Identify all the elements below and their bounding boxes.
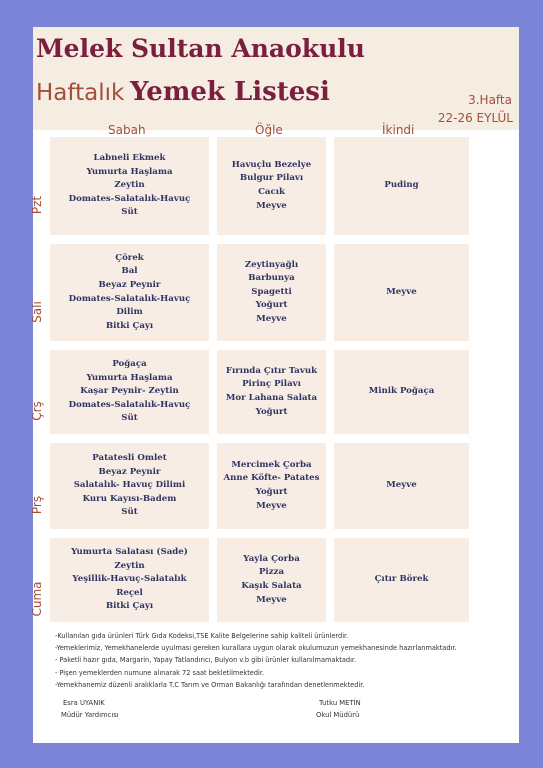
day-label: Salı — [30, 300, 44, 323]
menu-cell-sabah — [50, 350, 209, 434]
menu-item: Mercimek Çorba — [231, 459, 312, 470]
menu-cell-ikindi — [334, 538, 469, 622]
menu-item: Domates-Salatalık-Havuç — [68, 293, 191, 304]
menu-item: Yumurta Salatası (Sade) — [71, 547, 188, 558]
menu-cell-sabah — [50, 538, 209, 622]
column-header-sabah: Sabah — [108, 123, 146, 137]
signature-right-name: Tutku METİN — [319, 699, 361, 707]
menu-page — [30, 27, 519, 743]
menu-item: Beyaz Peynir — [98, 279, 161, 290]
menu-item: Puding — [384, 180, 419, 191]
menu-item: Salatalık- Havuç Dilimi — [73, 480, 186, 491]
menu-item: Çörek — [115, 252, 144, 263]
menu-item: Meyve — [386, 286, 417, 297]
menu-item: Meyve — [256, 313, 287, 324]
menu-item: Dilim — [116, 307, 143, 318]
note-item: - Paketli hazır gıda, Margarin, Yapay Tatlandırıcı, Bulyon v.b gibi ürünler kullanılmamaktadır. — [55, 656, 357, 665]
menu-cell-ogle — [217, 244, 326, 341]
menu-item: Beyaz Peynir — [98, 466, 161, 477]
note-item: - Pişen yemeklerden numune alınarak 72 saat bekletilmektedir. — [55, 668, 265, 677]
menu-item: Yumurta Haşlama — [86, 372, 173, 383]
menu-item: Yoğurt — [255, 406, 288, 417]
menu-item: Meyve — [386, 480, 417, 491]
note-item: -Yemekhanemiz düzenli aralıklarla T.C Tarım ve Orman Bakanlığı tarafından denetlenmektedir. — [55, 680, 365, 689]
note-item: -Kullanılan gıda ürünleri Türk Gıda Kodeksi,TSE Kalite Belgelerine sahip kaliteli ürünlerdir. — [55, 632, 349, 640]
menu-item: Domates-Salatalık-Havuç — [68, 193, 191, 204]
menu-item: Bitki Çayı — [105, 320, 154, 331]
day-label: Cuma — [30, 581, 44, 617]
menu-cell-ikindi — [334, 137, 469, 235]
menu-item: Yoğurt — [255, 300, 288, 311]
menu-cell-sabah — [50, 443, 209, 529]
signature-right-title: Okul Müdürü — [316, 710, 360, 719]
menu-item: Spagetti — [251, 286, 292, 297]
menu-item: Patatesli Omlet — [92, 453, 167, 464]
menu-item: Meyve — [256, 200, 287, 211]
menu-item: Reçel — [116, 587, 143, 598]
menu-item: Havuçlu Bezelye — [231, 159, 312, 170]
menu-item: Labneli Ekmek — [93, 153, 166, 164]
menu-item: Çıtır Börek — [374, 574, 429, 585]
menu-item: Zeytin — [114, 560, 145, 571]
menu-item: Kuru Kayısı-Badem — [82, 493, 177, 504]
menu-item: Süt — [121, 413, 138, 424]
menu-item: Anne Köfte- Patates — [223, 473, 320, 484]
day-label: Pzt — [30, 195, 44, 215]
menu-item: Bitki Çayı — [105, 601, 154, 612]
signature-left — [61, 698, 119, 721]
menu-cell-ogle — [217, 538, 326, 622]
menu-item: Zeytin — [114, 180, 145, 191]
menu-item: Pirinç Pilavı — [242, 379, 301, 390]
menu-item: Bal — [121, 266, 138, 277]
menu-item: Cacık — [258, 187, 285, 197]
signature-right — [316, 698, 361, 721]
signature-left-title: Müdür Yardımcısı — [61, 710, 119, 719]
menu-item: Yoğurt — [255, 487, 288, 497]
day-label: Çrş — [30, 401, 44, 421]
menu-item: Meyve — [256, 500, 287, 511]
menu-item: Süt — [121, 207, 138, 218]
menu-item: Pizza — [258, 567, 285, 578]
menu-item: Kaşar Peynir- Zeytin — [80, 386, 179, 397]
menu-cell-sabah — [50, 137, 209, 235]
menu-item: Yeşillik-Havuç-Salatalık — [72, 574, 187, 585]
column-header-ikindi: İkindi — [382, 123, 415, 137]
menu-item: Fırında Çıtır Tavuk — [225, 365, 318, 376]
menu-cell-ogle — [217, 350, 326, 434]
menu-cell-ikindi — [334, 350, 469, 434]
subtitle-weekly: Haftalık — [36, 80, 125, 106]
menu-item: Barbunya — [248, 273, 295, 284]
menu-cell-ogle — [217, 443, 326, 529]
menu-item: Yayla Çorba — [243, 553, 300, 564]
menu-cell-ogle — [217, 137, 326, 235]
subtitle-menu-list: Yemek Listesi — [130, 77, 330, 107]
menu-item: Poğaça — [112, 359, 147, 370]
menu-item: Domates-Salatalık-Havuç — [68, 399, 191, 410]
day-label: Prş — [30, 495, 44, 515]
menu-item: Meyve — [256, 594, 287, 605]
signature-left-name: Esra UYANIK — [63, 699, 105, 707]
menu-item: Bulgur Pilavı — [239, 173, 304, 184]
week-number: 3.Hafta — [468, 93, 512, 107]
notes-list — [55, 630, 457, 691]
menu-item: Minik Poğaça — [368, 386, 435, 397]
menu-item: Kaşık Salata — [241, 581, 302, 591]
menu-item: Zeytinyağlı — [244, 259, 299, 270]
column-header-ogle: Öğle — [255, 123, 283, 137]
menu-item: Yumurta Haşlama — [86, 166, 173, 177]
menu-cell-sabah — [50, 244, 209, 341]
menu-item: Süt — [121, 507, 138, 518]
menu-cell-ikindi — [334, 244, 469, 341]
note-item: -Yemeklerimiz, Yemekhanelerde uyulması gereken kurallara uygun olarak okulumuzun yemekhanesinde hazırlanmaktadır. — [55, 644, 457, 653]
menu-item: Mor Lahana Salata — [225, 393, 318, 403]
school-name: Melek Sultan Anaokulu — [36, 34, 365, 63]
date-range: 22-26 EYLÜL — [437, 111, 513, 125]
menu-cell-ikindi — [334, 443, 469, 529]
